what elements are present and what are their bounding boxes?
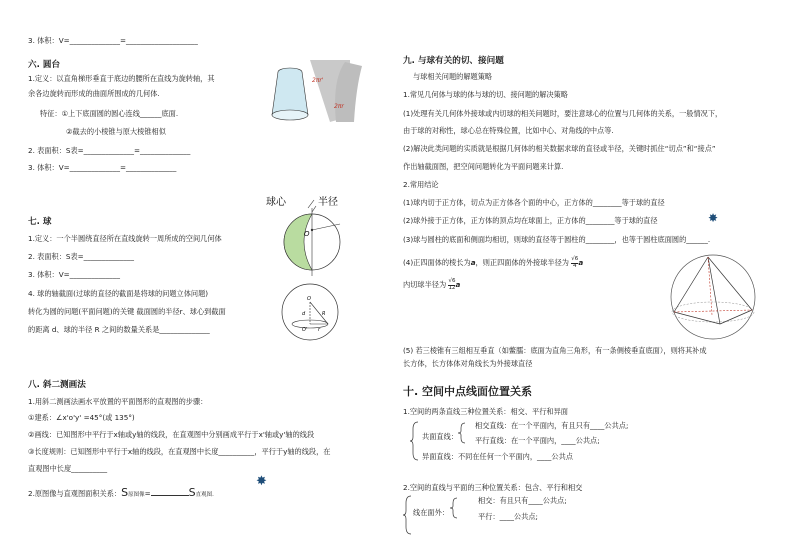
tetrahedron-sphere-figure: [668, 252, 758, 342]
oblique-step-1: ①建系：∠x'o'y' =45°(或 135°): [28, 413, 135, 422]
frustum-def-1: 1.定义：以直角梯形垂直于底边的腰所在直线为旋转轴，其: [28, 74, 215, 83]
label-radius: 半径: [318, 197, 338, 208]
line-outside-plane-label: 线在面外：: [413, 508, 449, 517]
sphere-figure: [266, 196, 376, 276]
frustum-volume: 3. 体积：V=______________=______________: [28, 163, 177, 172]
frustum-label-top: 2πr': [312, 77, 324, 84]
frustum-title: 六. 圆台: [28, 60, 61, 70]
sphere-title: 七. 球: [28, 217, 52, 227]
sphere-surface: 2. 表面积：S表=______________: [28, 252, 134, 261]
section-ten-title: 十. 空间中点线面位置关系: [403, 385, 533, 398]
nine-line-12: (5) 若三棱锥有三组相互垂直（如鳖臑：底面为直角三角形，有一条侧棱垂直底面），则将其补成: [403, 346, 707, 355]
label-o: O: [304, 230, 310, 238]
oblique-step-3a: ③长度规则：已知图形中平行于x轴的线段，在直观图中长度__________，平行于y轴的线段，在: [28, 447, 331, 456]
star-icon: ✸: [256, 474, 267, 489]
oblique-step-2: ②画线：已知图形中平行于x轴或y轴的线段，在直观图中分别画成平行于x'轴或y'轴的线段: [28, 430, 315, 439]
nine-line-6: 2.常用结论: [403, 180, 439, 189]
ten-intersect: 相交直线：在一个平面内，有且只有____公共点;: [475, 421, 629, 430]
label-ball-center: 球心: [266, 197, 286, 208]
frustum-feature-2: ②截去的小棱锥与原大棱锥相似: [66, 127, 166, 136]
frustum-surface: 2. 表面积：S表=______________=______________: [28, 146, 191, 155]
oblique-title: 八. 斜二测画法: [28, 380, 86, 390]
nine-line-3: 由于球的对称性，球心总在特殊位置，比如中心、对角线的中点等.: [403, 126, 614, 135]
ten-line-2: 2.空间的直线与平面的三种位置关系：包含、平行和相交: [403, 483, 583, 492]
oblique-intro: 1.用斜二测画法画水平放置的平面图形的直观图的步骤：: [28, 397, 208, 406]
oblique-area-ratio: 2.原图像与直观图面积关系：S原图像= S直观图.: [28, 486, 214, 499]
sphere-volume: 3. 体积：V=______________: [28, 270, 120, 279]
ten-skew: 异面直线：不同在任何一个平面内，____公共点: [422, 452, 573, 461]
sphere-q4-3: 的距离 d、球的半径 R 之间的数量关系是______________: [28, 325, 210, 334]
ten-line-1: 1.空间的两条直线三种位置关系：相交、平行和异面: [403, 407, 568, 416]
ten-line-plane-intersect: 相交：有且只有____公共点;: [478, 496, 567, 505]
svg-text:r: r: [318, 327, 321, 333]
frustum-label-bottom: 2πr: [334, 103, 344, 110]
volume-line-top: 3. 体积：V=______________=____________________: [28, 36, 198, 45]
coplanar-label: 共面直线：: [422, 432, 458, 441]
sphere-def: 1.定义：一个半圆绕直径所在直线旋转一周所成的空间几何体: [28, 234, 222, 243]
star-icon-2: ✸: [708, 211, 719, 225]
brace-line-plane-inner: [450, 497, 458, 519]
section-nine-sub: 与球相关问题的解题策略: [413, 72, 493, 81]
sphere-section-figure: [280, 282, 350, 352]
ten-line-plane-parallel: 平行：____公共点;: [478, 512, 538, 521]
nine-line-2: (1)处理有关几何体外接球或内切球的相关问题时，要注意球心的位置与几何体的关系，一般情况下，: [403, 109, 723, 118]
nine-line-1: 1.常见几何体与球的体与球的切、接问题的解决策略: [403, 90, 568, 99]
nine-line-7: (1)球内切于正方体，切点为正方体各个面的中心，正方体的________等于球的直径: [403, 198, 665, 207]
sphere-q4-2: 转化为圆的问题(平面问题)的关键 截面圆的半径r、球心到截面: [28, 307, 226, 316]
brace-outer: [410, 421, 420, 461]
nine-line-10: (4)正四面体的棱长为a，则正四面体的外接球半径为 $\frac{√6}{4}$ a: [403, 256, 584, 269]
svg-text:d: d: [302, 311, 306, 317]
ten-parallel: 平行直线：在一个平面内，____公共点;: [475, 436, 600, 445]
oblique-step-3b: 直观图中长度__________: [28, 464, 108, 473]
svg-text:O': O': [302, 327, 308, 333]
nine-line-11: 内切球半径为 $\frac{√6}{12}$ a: [403, 278, 461, 291]
brace-inner: [458, 422, 466, 444]
frustum-feature-1: 特征：①上下底面圆的圆心连线______底面.: [40, 109, 179, 118]
frustum-figure: [270, 60, 390, 130]
nine-line-13: 长方体，长方体体对角线长为外接球直径: [403, 359, 533, 368]
brace-line-plane: [403, 495, 413, 535]
nine-line-4: (2)解决此类问题的实质就是根据几何体的相关数据求球的直径或半径，关键时抓住“切点”和“接点”: [403, 144, 716, 153]
nine-line-5: 作出轴截面图，把空间问题转化为平面问题来计算.: [403, 162, 564, 171]
nine-line-9: (3)球与圆柱的底面和侧面均相切，则球的直径等于圆柱的________，也等于圆柱底面圆的______.: [403, 235, 711, 244]
nine-line-8: (2)球外接于正方体，正方体的顶点均在球面上，正方体的________等于球的直径: [403, 216, 658, 225]
svg-text:R: R: [322, 311, 326, 317]
sphere-q4-1: 4. 球的轴截面(过球的直径的截面是将球的问题立体问题): [28, 289, 209, 298]
frustum-def-2: 余各边旋转而形成的曲面所围成的几何体.: [28, 89, 160, 98]
section-nine-title: 九. 与球有关的切、接问题: [403, 56, 504, 66]
svg-text:O: O: [307, 296, 311, 302]
